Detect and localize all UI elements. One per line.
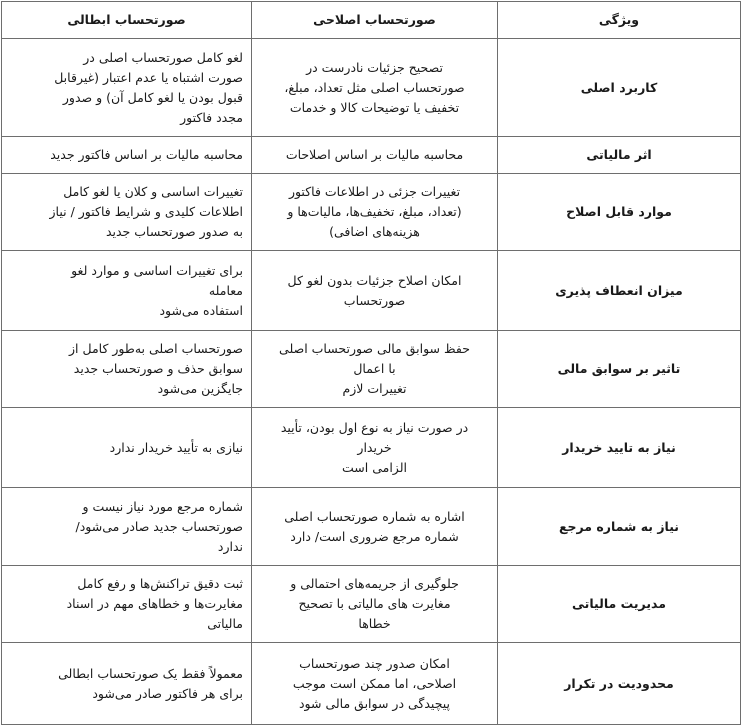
void-text: محاسبه مالیات بر اساس فاکتور جدید [50,147,243,162]
corrective-text: اشاره به شماره صورتحساب اصلی شماره مرجع ضروری است/ دارد [284,508,465,544]
header-feature: ویژگی [498,2,741,39]
void-text: برای تغییرات اساسی و موارد لغو معامله استفاده می‌شود [71,262,243,318]
void-cell [2,488,252,566]
table-row [2,566,741,643]
header-corrective: صورتحساب اصلاحی [252,2,498,39]
corrective-text: جلوگیری از جریمه‌های احتمالی و مغایرت های مالیاتی با تصحیح خطاها [290,576,459,631]
table-row [2,39,741,137]
feature-cell [498,137,741,174]
table-row [2,408,741,488]
feature-cell [498,331,741,408]
feature-cell [498,174,741,251]
feature-label: میزان انعطاف پذیری [555,282,683,298]
corrective-text: حفظ سوابق مالی صورتحساب اصلی با اعمال تغییرات لازم [279,341,470,396]
void-cell [2,331,252,408]
feature-label: نیاز به شماره مرجع [558,518,680,534]
feature-cell [498,408,741,488]
table-row [2,251,741,331]
feature-label: کاربرد اصلی [580,79,658,95]
void-cell [2,137,252,174]
void-cell [2,39,252,137]
void-cell [2,251,252,331]
corrective-text: تغییرات جزئی در اطلاعات فاکتور (تعداد، مبلغ، تخفیف‌ها، مالیات‌ها و هزینه‌های اضافی) [287,184,462,239]
corrective-cell [252,251,498,331]
feature-cell [498,488,741,566]
corrective-text: امکان اصلاح جزئیات بدون لغو کل صورتحساب [287,272,462,308]
feature-label: محدودیت در تکرار [564,675,674,691]
header-row [2,2,741,39]
corrective-cell [252,137,498,174]
corrective-text: محاسبه مالیات بر اساس اصلاحات [285,147,464,162]
feature-label: مدیریت مالیاتی [572,596,666,611]
corrective-text: در صورت نیاز به نوع اول بودن، تأیید خریدار الزامی است [280,419,469,475]
void-text: لغو کامل صورتحساب اصلی در صورت اشتباه یا عدم اعتبار (غیرقابل قبول بودن یا لغو کامل آن) و صدور مجدد فاکتور [54,49,243,125]
feature-cell [498,643,741,725]
void-text: معمولاً فقط یک صورتحساب ابطالی برای هر فاکتور صادر می‌شود [58,665,243,701]
header-void: صورتحساب ابطالی [2,2,252,39]
void-cell [2,566,252,643]
corrective-text: امکان صدور چند صورتحساب اصلاحی، اما ممکن است موجب پیچیدگی در سوابق مالی شود [292,655,457,711]
feature-label: موارد قابل اصلاح [566,204,672,219]
feature-label: نیاز به تایید خریدار [562,439,676,455]
corrective-cell [252,39,498,137]
feature-cell [498,566,741,643]
void-text: صورتحساب اصلی به‌طور کامل از سوابق حذف و صورتحساب جدید جایگزین می‌شود [69,341,243,396]
feature-cell [498,39,741,137]
corrective-cell [252,408,498,488]
feature-cell [498,251,741,331]
corrective-text: تصحیح جزئیات نادرست در صورتحساب اصلی مثل تعداد، مبلغ، تخفیف یا توضیحات کالا و خدمات [284,59,465,115]
void-cell [2,408,252,488]
table-row [2,174,741,251]
corrective-cell [252,488,498,566]
corrective-cell [252,174,498,251]
void-cell [2,643,252,725]
table-row [2,331,741,408]
corrective-cell [252,643,498,725]
corrective-cell [252,566,498,643]
comparison-table [1,1,741,725]
feature-label: تاثیر بر سوابق مالی [557,361,681,376]
void-cell [2,174,252,251]
table-row [2,137,741,174]
void-text: تغییرات اساسی و کلان یا لغو کامل اطلاعات کلیدی و شرایط فاکتور / نیاز به صدور صورتحساب جدید [49,184,243,239]
void-text: شماره مرجع مورد نیاز نیست و صورتحساب جدید صادر می‌شود/ ندارد [75,498,243,554]
table-row [2,643,741,725]
void-text: ثبت دقیق تراکنش‌ها و رفع کامل مغایرت‌ها و خطاهای مهم در اسناد مالیاتی [66,576,243,631]
table-row [2,488,741,566]
void-text: نیازی به تأیید خریدار ندارد [109,439,243,455]
corrective-cell [252,331,498,408]
feature-label: اثر مالیاتی [586,147,652,162]
